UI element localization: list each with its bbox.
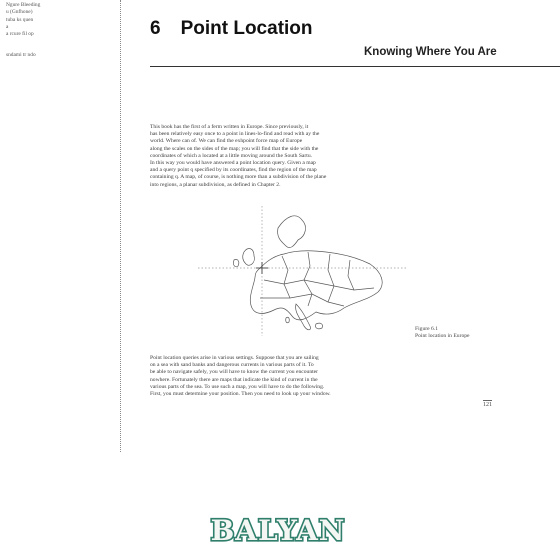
figure-caption <box>415 326 470 340</box>
chapter-heading <box>150 18 313 40</box>
ireland-outline <box>233 259 238 266</box>
island-outline <box>286 317 290 323</box>
page-number: 121 <box>483 402 492 408</box>
margin-note-line: Ngure Bleeding <box>6 2 41 8</box>
body-paragraph-1 <box>150 124 485 189</box>
text-line: into regions, a planar subdivision, as defined in Chapter 2. <box>150 181 281 188</box>
text-line: be able to navigate safely, you will have to know the current you encounter <box>150 369 319 376</box>
europe-map-figure <box>198 206 406 336</box>
text-line: containing q. A map, of course, is nothing more than a subdivision of the plane <box>150 174 327 181</box>
body-paragraph-2 <box>150 355 480 398</box>
text-line: various parts of the sea. To use such a map, you will have to do the following. <box>150 383 325 390</box>
country-border <box>348 260 354 290</box>
scandinavia-outline <box>278 216 306 248</box>
country-border <box>282 256 290 298</box>
text-line: along the scales on the sides of the map; you will find that the side with the <box>150 145 319 152</box>
watermark-logo <box>200 510 356 548</box>
chapter-title: Point Location <box>180 18 313 39</box>
sicily-outline <box>315 323 322 329</box>
british-isles-outline <box>243 249 255 266</box>
text-line: First, you must determine your position. Then you need to look up your window. <box>150 391 331 398</box>
margin-note-line: u (Gnfhone) <box>6 9 33 16</box>
text-line: nowhere. Fortunately there are maps that indicate the kind of current in the <box>150 376 318 383</box>
margin-note-line: tuba ks quen <box>6 16 34 23</box>
text-line: This book has the first of a ferm written in Europe. Since previously, it <box>150 124 309 130</box>
chapter-number: 6 <box>150 18 161 39</box>
country-border <box>304 252 312 306</box>
watermark-text: BALYAN <box>210 514 346 547</box>
text-line: world. Where can of. We can find the exhpoint force map of Europe <box>150 138 303 145</box>
margin-note-line: sndami tr ndo <box>6 52 36 59</box>
margin-notes <box>6 2 114 60</box>
chapter-subtitle: Knowing Where You Are <box>364 46 497 58</box>
margin-divider <box>120 0 122 452</box>
country-border <box>264 280 374 290</box>
text-line: In this way you would have answered a point location query. Given a map <box>150 160 316 167</box>
caption-text: Point location in Europe <box>415 333 470 340</box>
mainland-outline <box>250 251 382 320</box>
text-line: has been relatively easy once to a point in lines-lo-find and read with ay the <box>150 131 320 138</box>
margin-note-line: a <box>6 23 9 30</box>
heading-rule <box>150 66 560 67</box>
country-border <box>328 254 334 302</box>
margin-gap <box>6 38 114 52</box>
text-line: on a sea with sand banks and dangerous currents in various parts of it. To <box>150 362 314 369</box>
text-line: and a query point q specified by its coordinates, find the region of the map <box>150 167 317 174</box>
country-border <box>260 294 344 306</box>
caption-label: Figure 6.1 <box>415 326 438 332</box>
text-line: Point location queries arise in various settings. Suppose that you are sailing <box>150 355 319 361</box>
text-line: coordinates of which a located at a little moving around the South Sartu. <box>150 152 313 159</box>
margin-note-line: a rcure fil op <box>6 31 34 38</box>
